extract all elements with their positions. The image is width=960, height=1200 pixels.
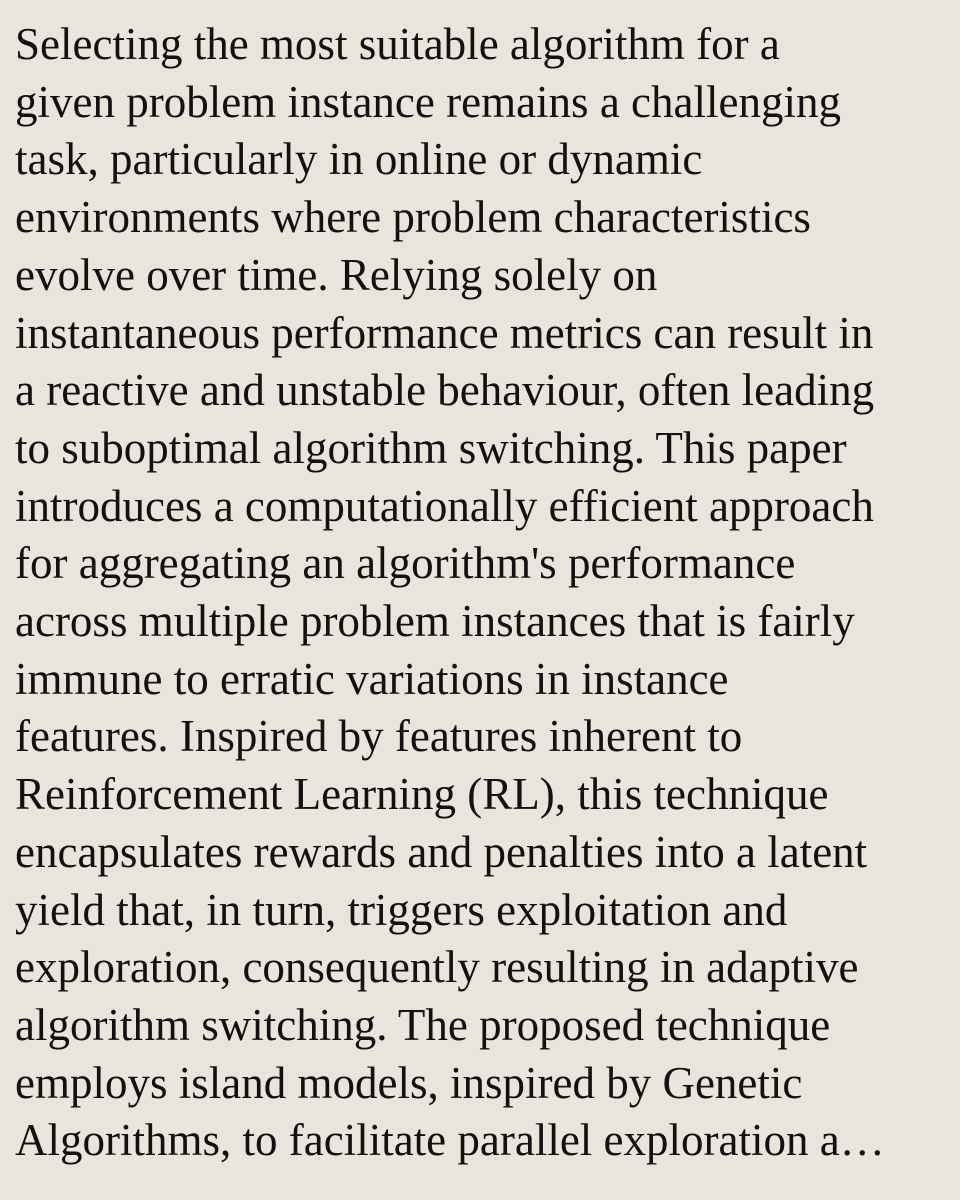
text-line: evolve over time. Relying solely on [15,249,658,300]
text-line: features. Inspired by features inherent to [15,711,743,762]
text-line: Selecting the most suitable algorithm for a [15,19,780,69]
text-line: Reinforcement Learning (RL), this technique [15,769,829,820]
text-line: for aggregating an algorithm's performance [15,538,796,589]
text-line: across multiple problem instances that is fairly [15,596,855,647]
text-line: encapsulates rewards and penalties into a latent [15,826,868,877]
text-line: instantaneous performance metrics can result in [15,307,874,358]
text-line: yield that, in turn, triggers exploitation and [15,884,788,935]
text-line: task, particularly in online or dynamic [15,134,703,185]
text-line: a reactive and unstable behaviour, often leading [15,365,875,416]
text-line: exploration, consequently resulting in adaptive [15,942,859,993]
text-line: algorithm switching. The proposed technique [15,999,831,1050]
text-line: immune to erratic variations in instance [15,653,729,704]
text-line: given problem instance remains a challenging [15,76,841,127]
text-line: introduces a computationally efficient approach [15,480,874,531]
text-line: environments where problem characteristics [15,192,811,243]
text-line: to suboptimal algorithm switching. This paper [15,422,847,473]
text-line: Algorithms, to facilitate parallel exploration a… [15,1115,885,1166]
text-line: employs island models, inspired by Genetic [15,1057,803,1108]
